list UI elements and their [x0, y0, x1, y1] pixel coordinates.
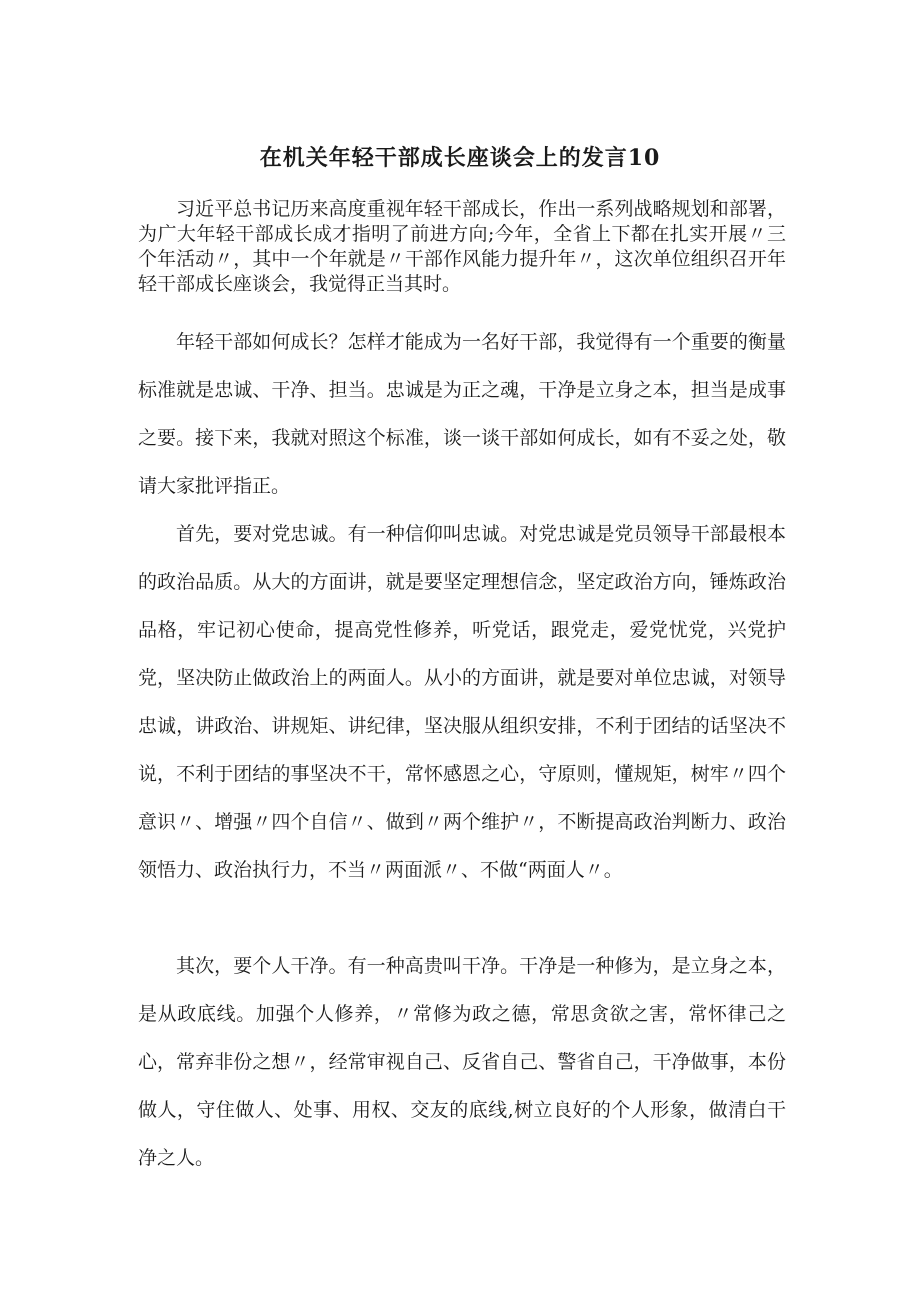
paragraph-intro: 习近平总书记历来高度重视年轻干部成长，作出一系列战略规划和部署，为广大年轻干部成长成才指明了前进方向;今年，全省上下都在扎实开展〃三个年活动〃，其中一个年就是〃干部作风能力提升年〃，这次单位组织召开年轻干部成长座谈会，我觉得正当其时。 — [138, 198, 786, 295]
paragraph-loyalty: 首先，要对党忠诚。有一种信仰叫忠诚。对党忠诚是党员领导干部最根本的政治品质。从大的方面讲，就是要坚定理想信念，坚定政治方向，锤炼政治品格，牢记初心使命，提高党性修养，听党话，跟党走，爱党忧党，兴党护党，坚决防止做政治上的两面人。从小的方面讲，就是要对单位忠诚，对领导忠诚，讲政治、讲规矩、讲纪律，坚决服从组织安排，不利于团结的话坚决不说，不利于团结的事坚决不干，常怀感恩之心，守原则，懂规矩，树牢〃四个意识〃、增强〃四个自信〃、做到〃两个维护〃，不断提高政治判断力、政治领悟力、政治执行力，不当〃两面派〃、不做“两面人〃。 — [138, 523, 786, 881]
paragraph-standard: 年轻干部如何成长？怎样才能成为一名好干部，我觉得有一个重要的衡量标准就是忠诚、干净、担当。忠诚是为正之魂，干净是立身之本，担当是成事之要。接下来，我就对照这个标准，谈一谈干部如何成长，如有不妥之处，敬请大家批评指正。 — [138, 331, 786, 497]
document-title: 在机关年轻干部成长座谈会上的发言10 — [259, 145, 661, 171]
paragraph-integrity: 其次，要个人干净。有一种高贵叫干净。干净是一种修为，是立身之本，是从政底线。加强个人修养，〃常修为政之德，常思贪欲之害，常怀律己之心，常弃非份之想〃，经常审视自己、反省自己、警省自己，干净做事，本份做人，守住做人、处事、用权、交友的底线,树立良好的个人形象，做清白干净之人。 — [138, 955, 786, 1169]
